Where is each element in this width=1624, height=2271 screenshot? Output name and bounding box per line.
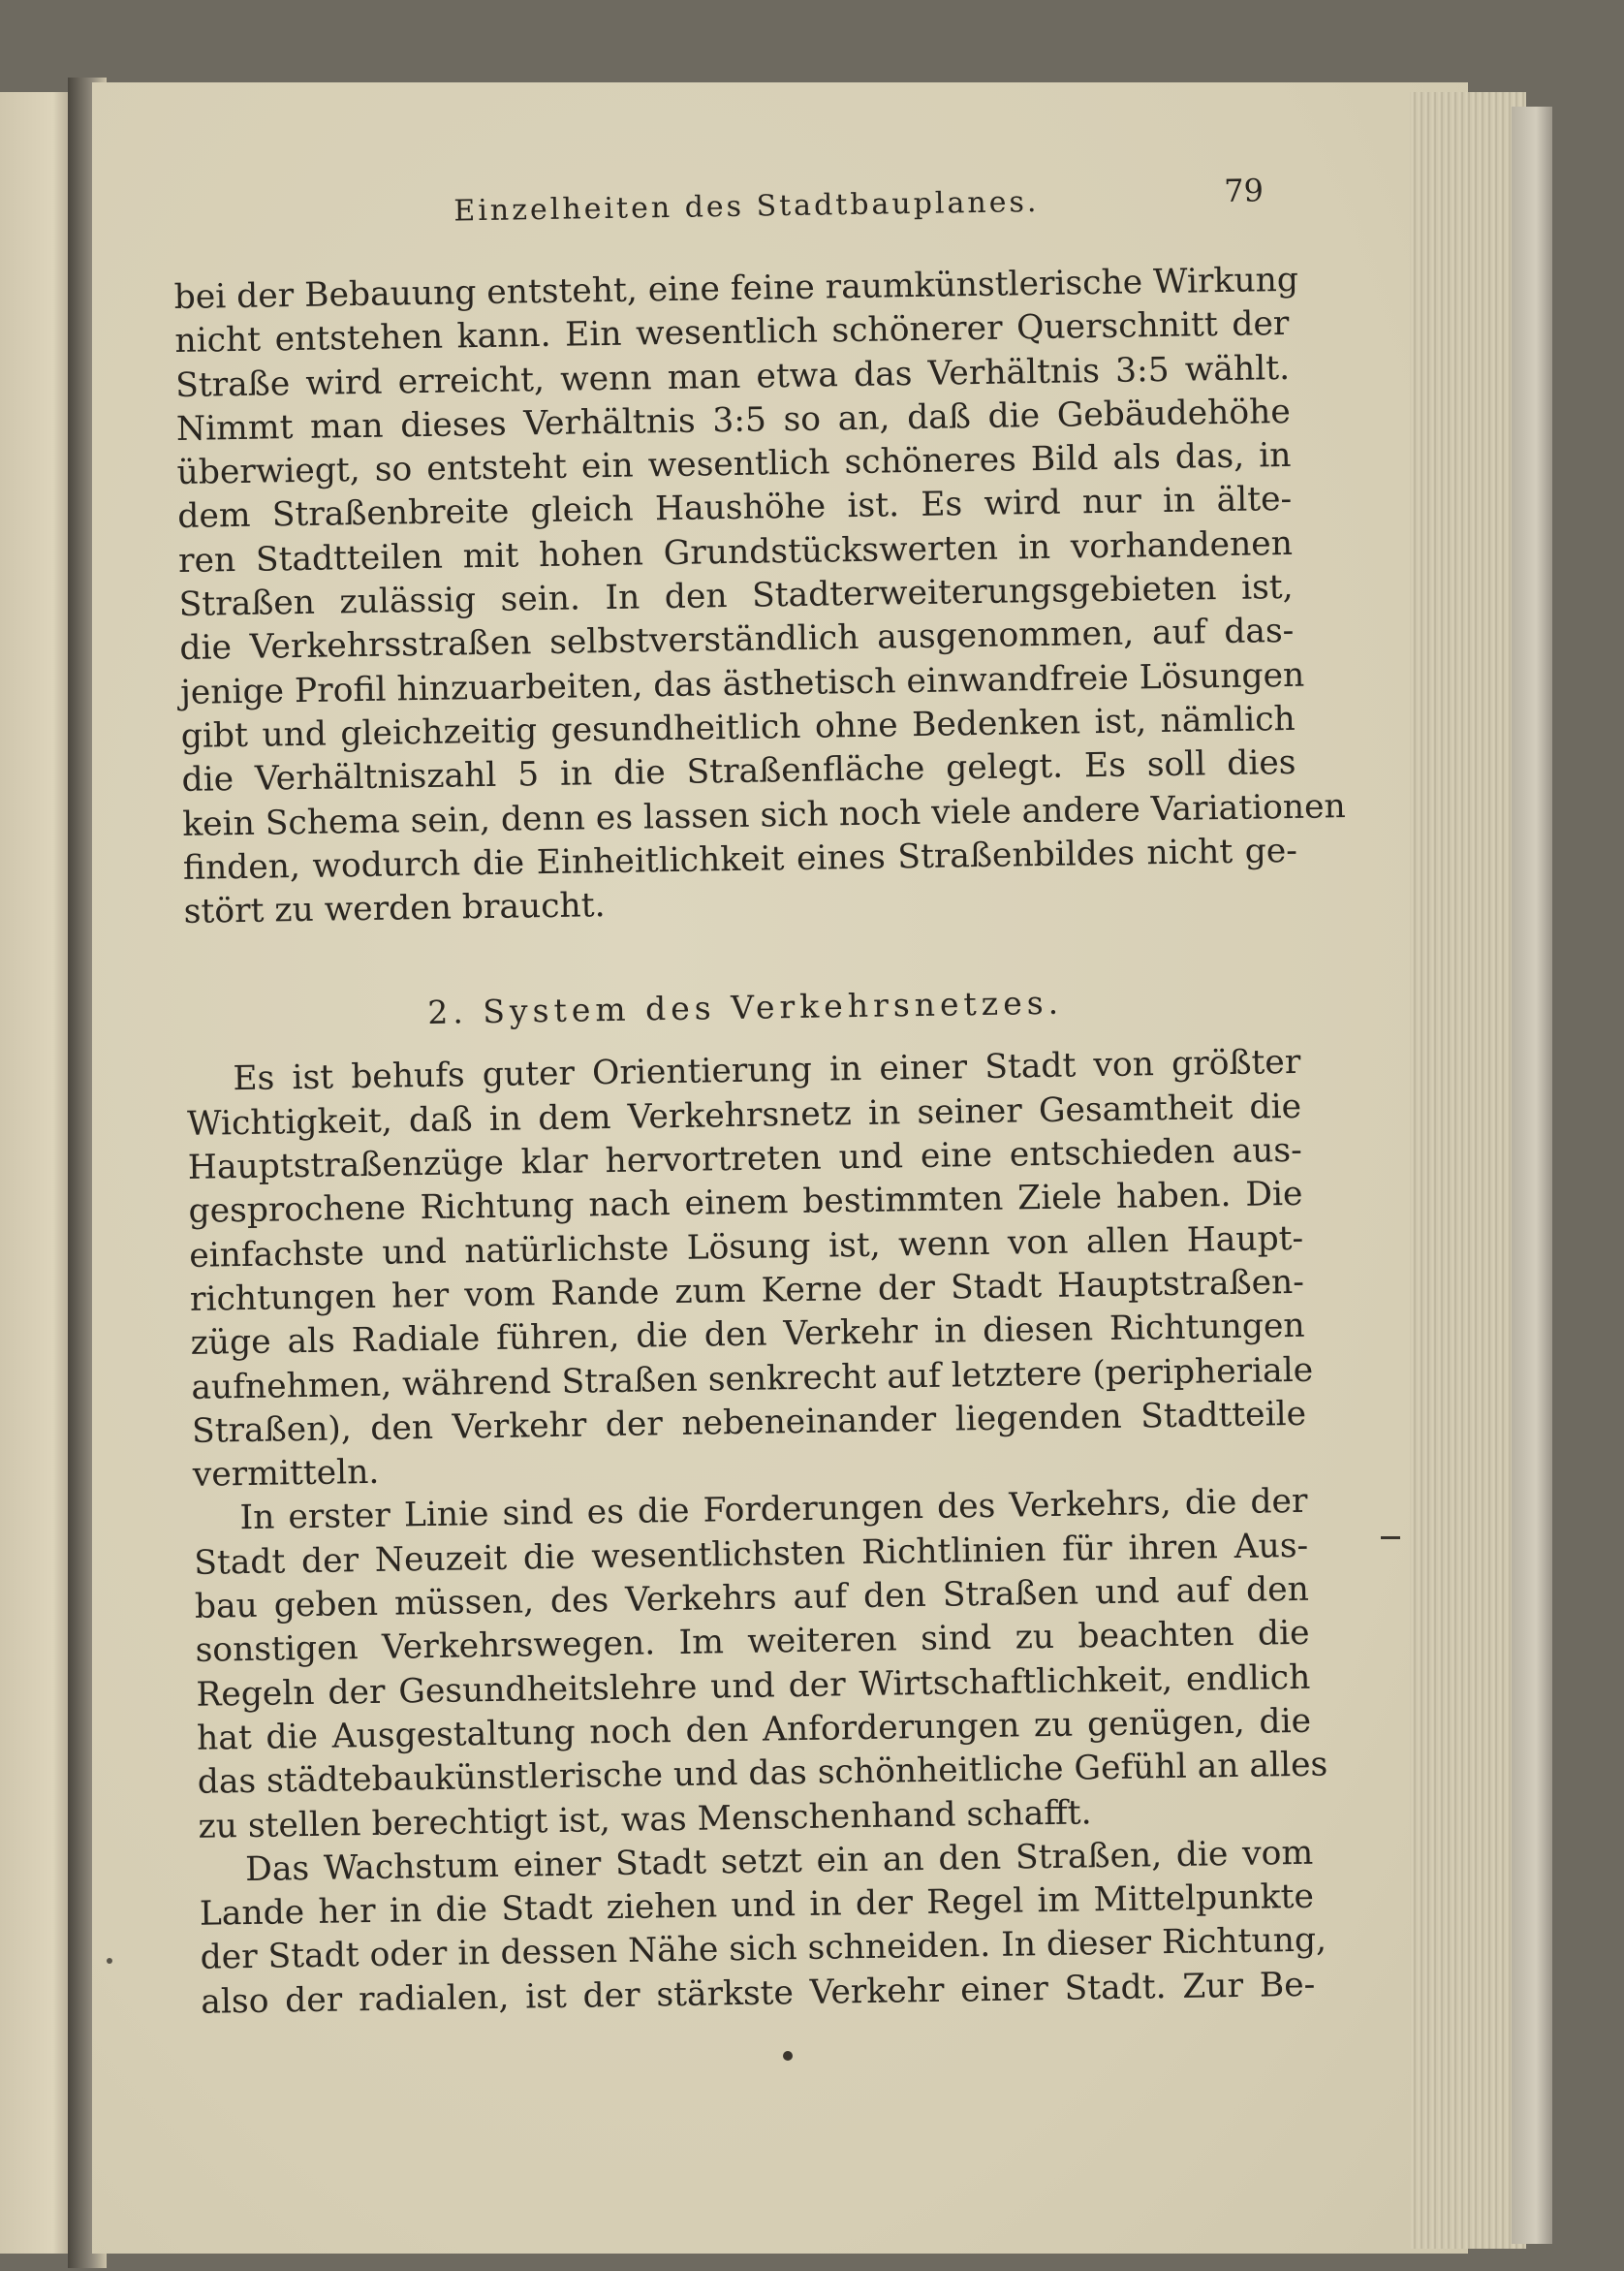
text-line: das städtebaukünstlerische und das schönheitliche Gefühl an alles xyxy=(197,1745,1328,1802)
text-line: hat die Ausgestaltung noch den Anforderungen zu genügen, die xyxy=(196,1701,1312,1758)
paragraph-2 xyxy=(186,1041,1314,1498)
text-line: kein Schema sein, denn es lassen sich noch viele andere Variationen xyxy=(181,786,1346,844)
text-line: die Verhältniszahl 5 in die Straßenfläche gelegt. Es soll dies xyxy=(181,743,1296,801)
text-line: bau geben müssen, des Verkehrs auf den Straßen und auf den xyxy=(194,1569,1310,1626)
text-line: bei der Bebauung entsteht, eine feine raumkünstlerische Wirkung xyxy=(173,260,1299,317)
text-line: Das Wachstum einer Stadt setzt ein an den Straßen, die vom xyxy=(244,1833,1314,1889)
text-line: stört zu werden braucht. xyxy=(183,886,606,932)
signature-dot xyxy=(783,2051,793,2061)
text-line: Wichtigkeit, daß in dem Verkehrsnetz in seiner Gesamtheit die xyxy=(186,1087,1302,1144)
text-line: Hauptstraßenzüge klar hervortreten und eine entschieden aus- xyxy=(187,1130,1303,1187)
text-line: dem Straßenbreite gleich Haushöhe ist. Es wird nur in älte- xyxy=(177,480,1293,537)
left-page-edge xyxy=(0,92,76,2254)
book-cover-edge xyxy=(1512,107,1552,2244)
text-line: züge als Radiale führen, die den Verkehr in diesen Richtungen xyxy=(190,1307,1305,1364)
text-line: Straße wird erreicht, wenn man etwa das Verhältnis 3:5 wählt. xyxy=(174,348,1291,405)
text-line: ren Stadtteilen mit hohen Grundstückswerten in vorhandenen xyxy=(177,523,1294,581)
text-line: Es ist behufs guter Orientierung in einer Stadt von größter xyxy=(233,1043,1301,1099)
text-line: sonstigen Verkehrswegen. Im weiteren sind zu beachten die xyxy=(195,1614,1310,1671)
page-number: 79 xyxy=(1223,172,1265,209)
paragraph-1 xyxy=(173,259,1346,934)
text-line: jenige Profil hinzuarbeiten, das ästhetisch einwandfreie Lösungen xyxy=(179,655,1305,712)
text-line: finden, wodurch die Einheitlichkeit eines Straßenbildes nicht ge- xyxy=(182,831,1298,888)
running-head-title: Einzelheiten des Stadtbauplanes. xyxy=(453,184,1040,229)
text-line: richtungen her vom Rande zum Kerne der Stadt Hauptstraßen- xyxy=(189,1262,1305,1319)
text-line: gibt und gleichzeitig gesundheitlich ohne Bedenken ist, nämlich xyxy=(180,699,1296,756)
text-line: gesprochene Richtung nach einem bestimmten Ziele haben. Die xyxy=(188,1175,1303,1232)
text-line: Straßen zulässig sein. In den Stadterweiterungsgebieten ist, xyxy=(178,567,1294,625)
paragraph-4 xyxy=(199,1832,1327,2025)
margin-mark xyxy=(1381,1536,1400,1539)
page-edges xyxy=(1410,92,1526,2249)
text-line: die Verkehrsstraßen selbstverständlich ausgenommen, auf das- xyxy=(179,612,1295,669)
text-line: Stadt der Neuzeit die wesentlichsten Richtlinien für ihren Aus- xyxy=(193,1526,1309,1583)
text-line: vermitteln. xyxy=(192,1452,380,1495)
text-line: also der radialen, ist der stärkste Verkehr einer Stadt. Zur Be- xyxy=(201,1965,1316,2022)
text-line: nicht entstehen kann. Ein wesentlich schönerer Querschnitt der xyxy=(174,304,1290,362)
text-line: Regeln der Gesundheitslehre und der Wirtschaftlichkeit, endlich xyxy=(196,1657,1311,1715)
text-line: Nimmt man dieses Verhältnis 3:5 so an, daß die Gebäudehöhe xyxy=(175,392,1292,449)
text-line: der Stadt oder in dessen Nähe sich schneiden. In dieser Richtung, xyxy=(200,1920,1327,1978)
text-line: In erster Linie sind es die Forderungen des Verkehrs, die der xyxy=(239,1482,1308,1538)
text-line: Straßen), den Verkehr der nebeneinander liegenden Stadtteile xyxy=(191,1394,1307,1451)
text-block xyxy=(172,172,1346,2025)
text-line: aufnehmen, während Straßen senkrecht auf letztere (peripheriale xyxy=(191,1350,1314,1407)
running-head xyxy=(172,172,1288,276)
margin-dot xyxy=(107,1958,112,1964)
text-line: einfachste und natürlichste Lösung ist, wenn von allen Haupt- xyxy=(188,1218,1304,1276)
text-line: überwiegt, so entsteht ein wesentlich schöneres Bild als das, in xyxy=(176,436,1292,493)
text-line: zu stellen berechtigt ist, was Menschenhand schafft. xyxy=(198,1792,1092,1846)
paragraph-3 xyxy=(193,1480,1328,1848)
text-line: Lande her in die Stadt ziehen und in der Regel im Mittelpunkte xyxy=(199,1877,1315,1934)
section-title: 2. System des Verkehrsnetzes. xyxy=(427,984,1064,1032)
